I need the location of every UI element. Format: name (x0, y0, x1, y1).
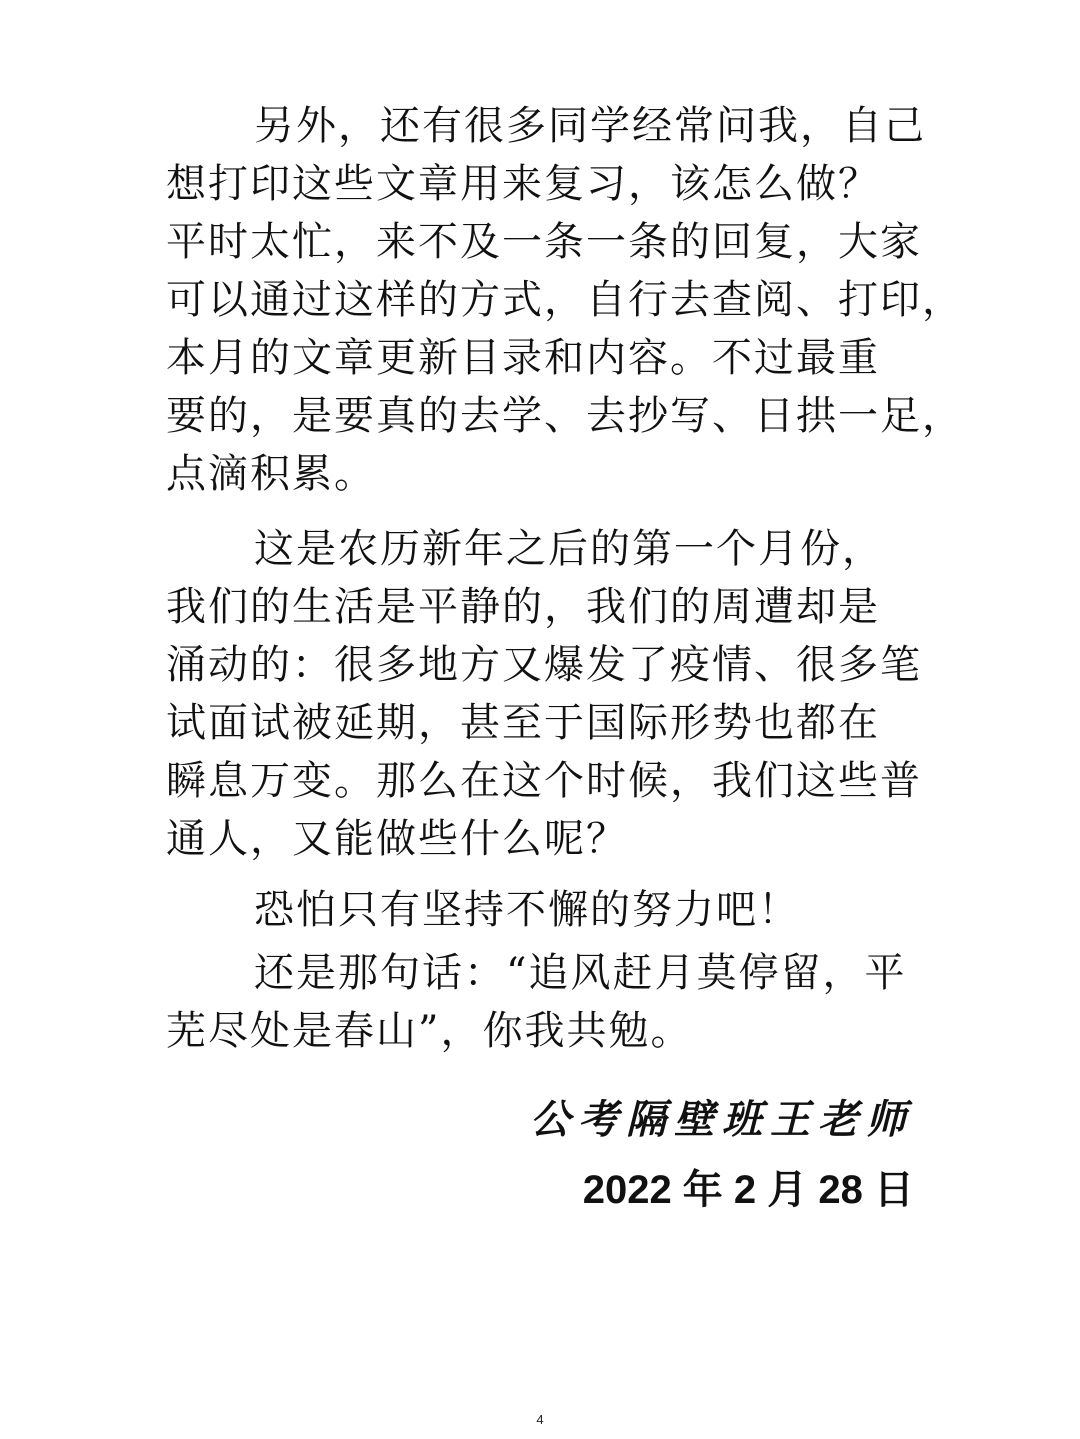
author-signature: 公考隔壁班王老师 (530, 1096, 914, 1143)
text-line: 还是那句话：“追风赶月莫停留，平 (254, 950, 907, 996)
text-line: 涌动的：很多地方又爆发了疫情、很多笔 (166, 642, 922, 688)
page-number: 4 (536, 1412, 544, 1427)
text-line: 这是农历新年之后的第一个月份， (254, 526, 884, 572)
paragraph-persistence (166, 881, 946, 939)
text-line: 芜尽处是春山”，你我共勉。 (166, 1008, 693, 1054)
paragraph-printing-advice (166, 97, 964, 503)
text-line: 点滴积累。 (166, 451, 376, 497)
text-line: 试面试被延期，甚至于国际形势也都在 (166, 700, 880, 746)
text-line: 我们的生活是平静的，我们的周遭却是 (166, 584, 880, 630)
text-line: 另外，还有很多同学经常问我，自己 (254, 103, 926, 149)
paragraph-closing-quote (166, 944, 946, 1060)
document-date: 2022 年 2 月 28 日 (582, 1168, 914, 1212)
text-line: 想打印这些文章用来复习，该怎么做？ (166, 161, 880, 207)
text-line: 平时太忙，来不及一条一条的回复，大家 (166, 219, 922, 265)
text-line: 瞬息万变。那么在这个时候，我们这些普 (166, 758, 922, 804)
text-line: 可以通过这样的方式，自行去查阅、打印， (166, 277, 964, 323)
text-line: 恐怕只有坚持不懈的努力吧！ (254, 887, 800, 933)
text-line: 本月的文章更新目录和内容。不过最重 (166, 335, 880, 381)
text-line: 通人，又能做些什么呢？ (166, 816, 628, 862)
text-line: 要的，是要真的去学、去抄写、日拱一足， (166, 393, 964, 439)
paragraph-new-year-reflection (166, 520, 946, 868)
